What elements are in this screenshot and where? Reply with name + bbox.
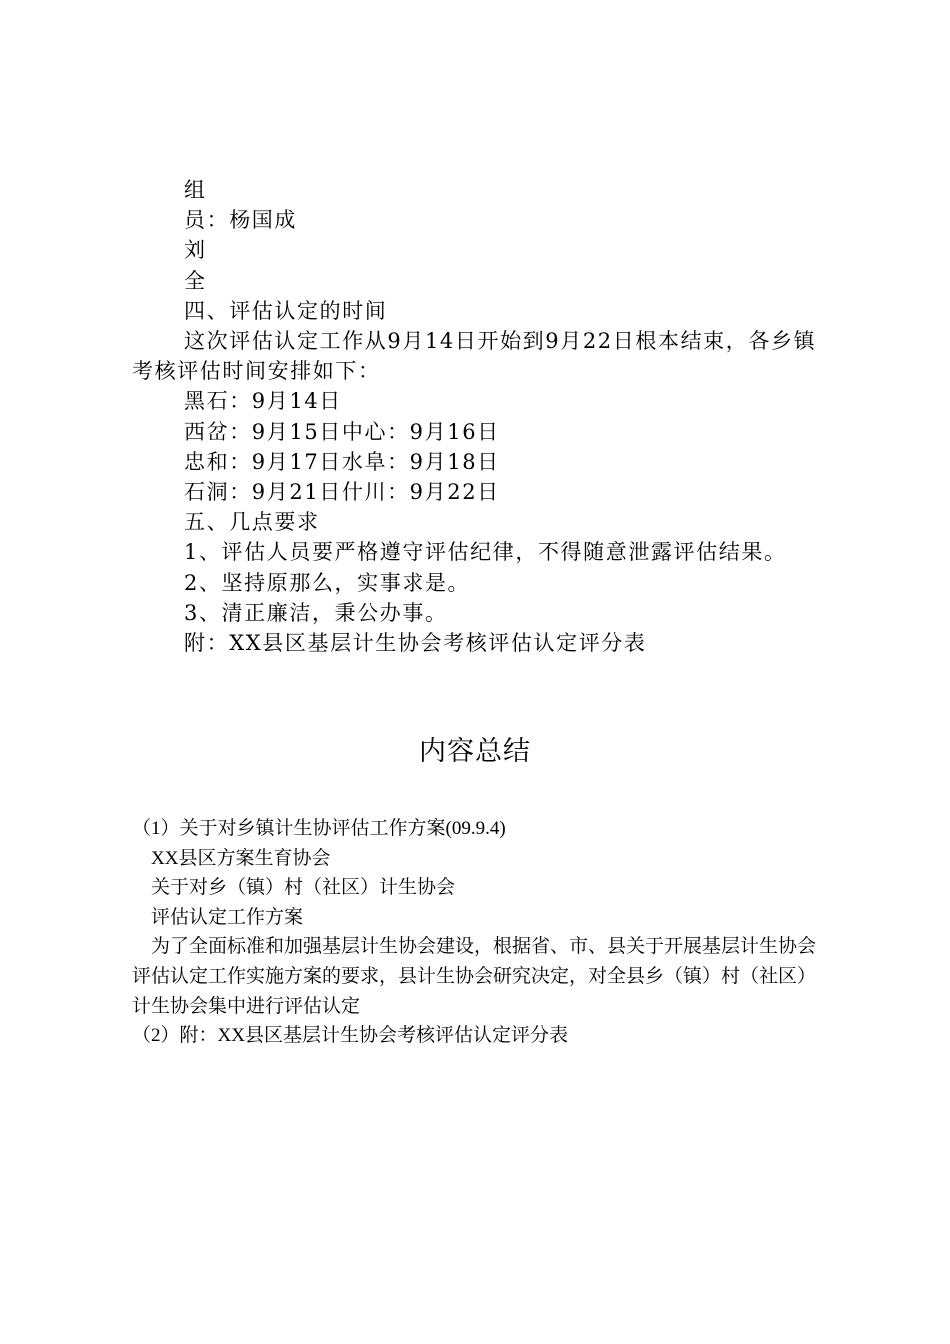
section-heading: 四、评估认定的时间 (184, 298, 388, 323)
schedule-line: 黑石：9月14日 (184, 389, 342, 414)
paragraph-line: 全 (184, 268, 207, 293)
schedule-line: 忠和：9月17日水阜：9月18日 (184, 449, 500, 474)
schedule-line: 西岔：9月15日中心：9月16日 (184, 419, 500, 444)
summary-item: （2）附：XX县区基层计生协会考核评估认定评分表 (132, 1025, 568, 1047)
paragraph-line: 组 (184, 178, 207, 202)
requirement-item: 2、坚持原那么，实事求是。 (184, 570, 471, 595)
summary-item: XX县区方案生育协会 (151, 847, 331, 869)
summary-paragraph: 为了全面标准和加强基层计生协会建设，根据省、市、县关于开展基层计生协会评估认定工作实施方案的要求，县计生协会研究决定，对全县乡（镇）村（社区）计生协会集中进行评估认定 (132, 936, 817, 1017)
requirement-item: 3、清正廉洁，秉公办事。 (184, 600, 448, 625)
paragraph-line: 员：杨国成 (184, 208, 297, 233)
summary-title: 内容总结 (419, 736, 531, 767)
document-body (132, 175, 832, 658)
attachment-line: 附：XX县区基层计生协会考核评估认定评分表 (184, 631, 647, 656)
summary-item: 关于对乡（镇）村（社区）计生协会 (151, 877, 456, 899)
requirement-item: 1、评估人员要严格遵守评估纪律，不得随意泄露评估结果。 (184, 540, 787, 565)
paragraph-line: 刘 (184, 238, 207, 263)
section-heading: 五、几点要求 (184, 510, 320, 535)
paragraph: 这次评估认定工作从9月14日开始到9月22日根本结束，各乡镇考核评估时间安排如下： (132, 329, 817, 384)
summary-item: （1）关于对乡镇计生协评估工作方案(09.9.4) (132, 818, 506, 839)
summary-item: 评估认定工作方案 (151, 906, 304, 928)
schedule-line: 石洞：9月21日什川：9月22日 (184, 480, 500, 505)
summary-section (132, 814, 832, 1051)
